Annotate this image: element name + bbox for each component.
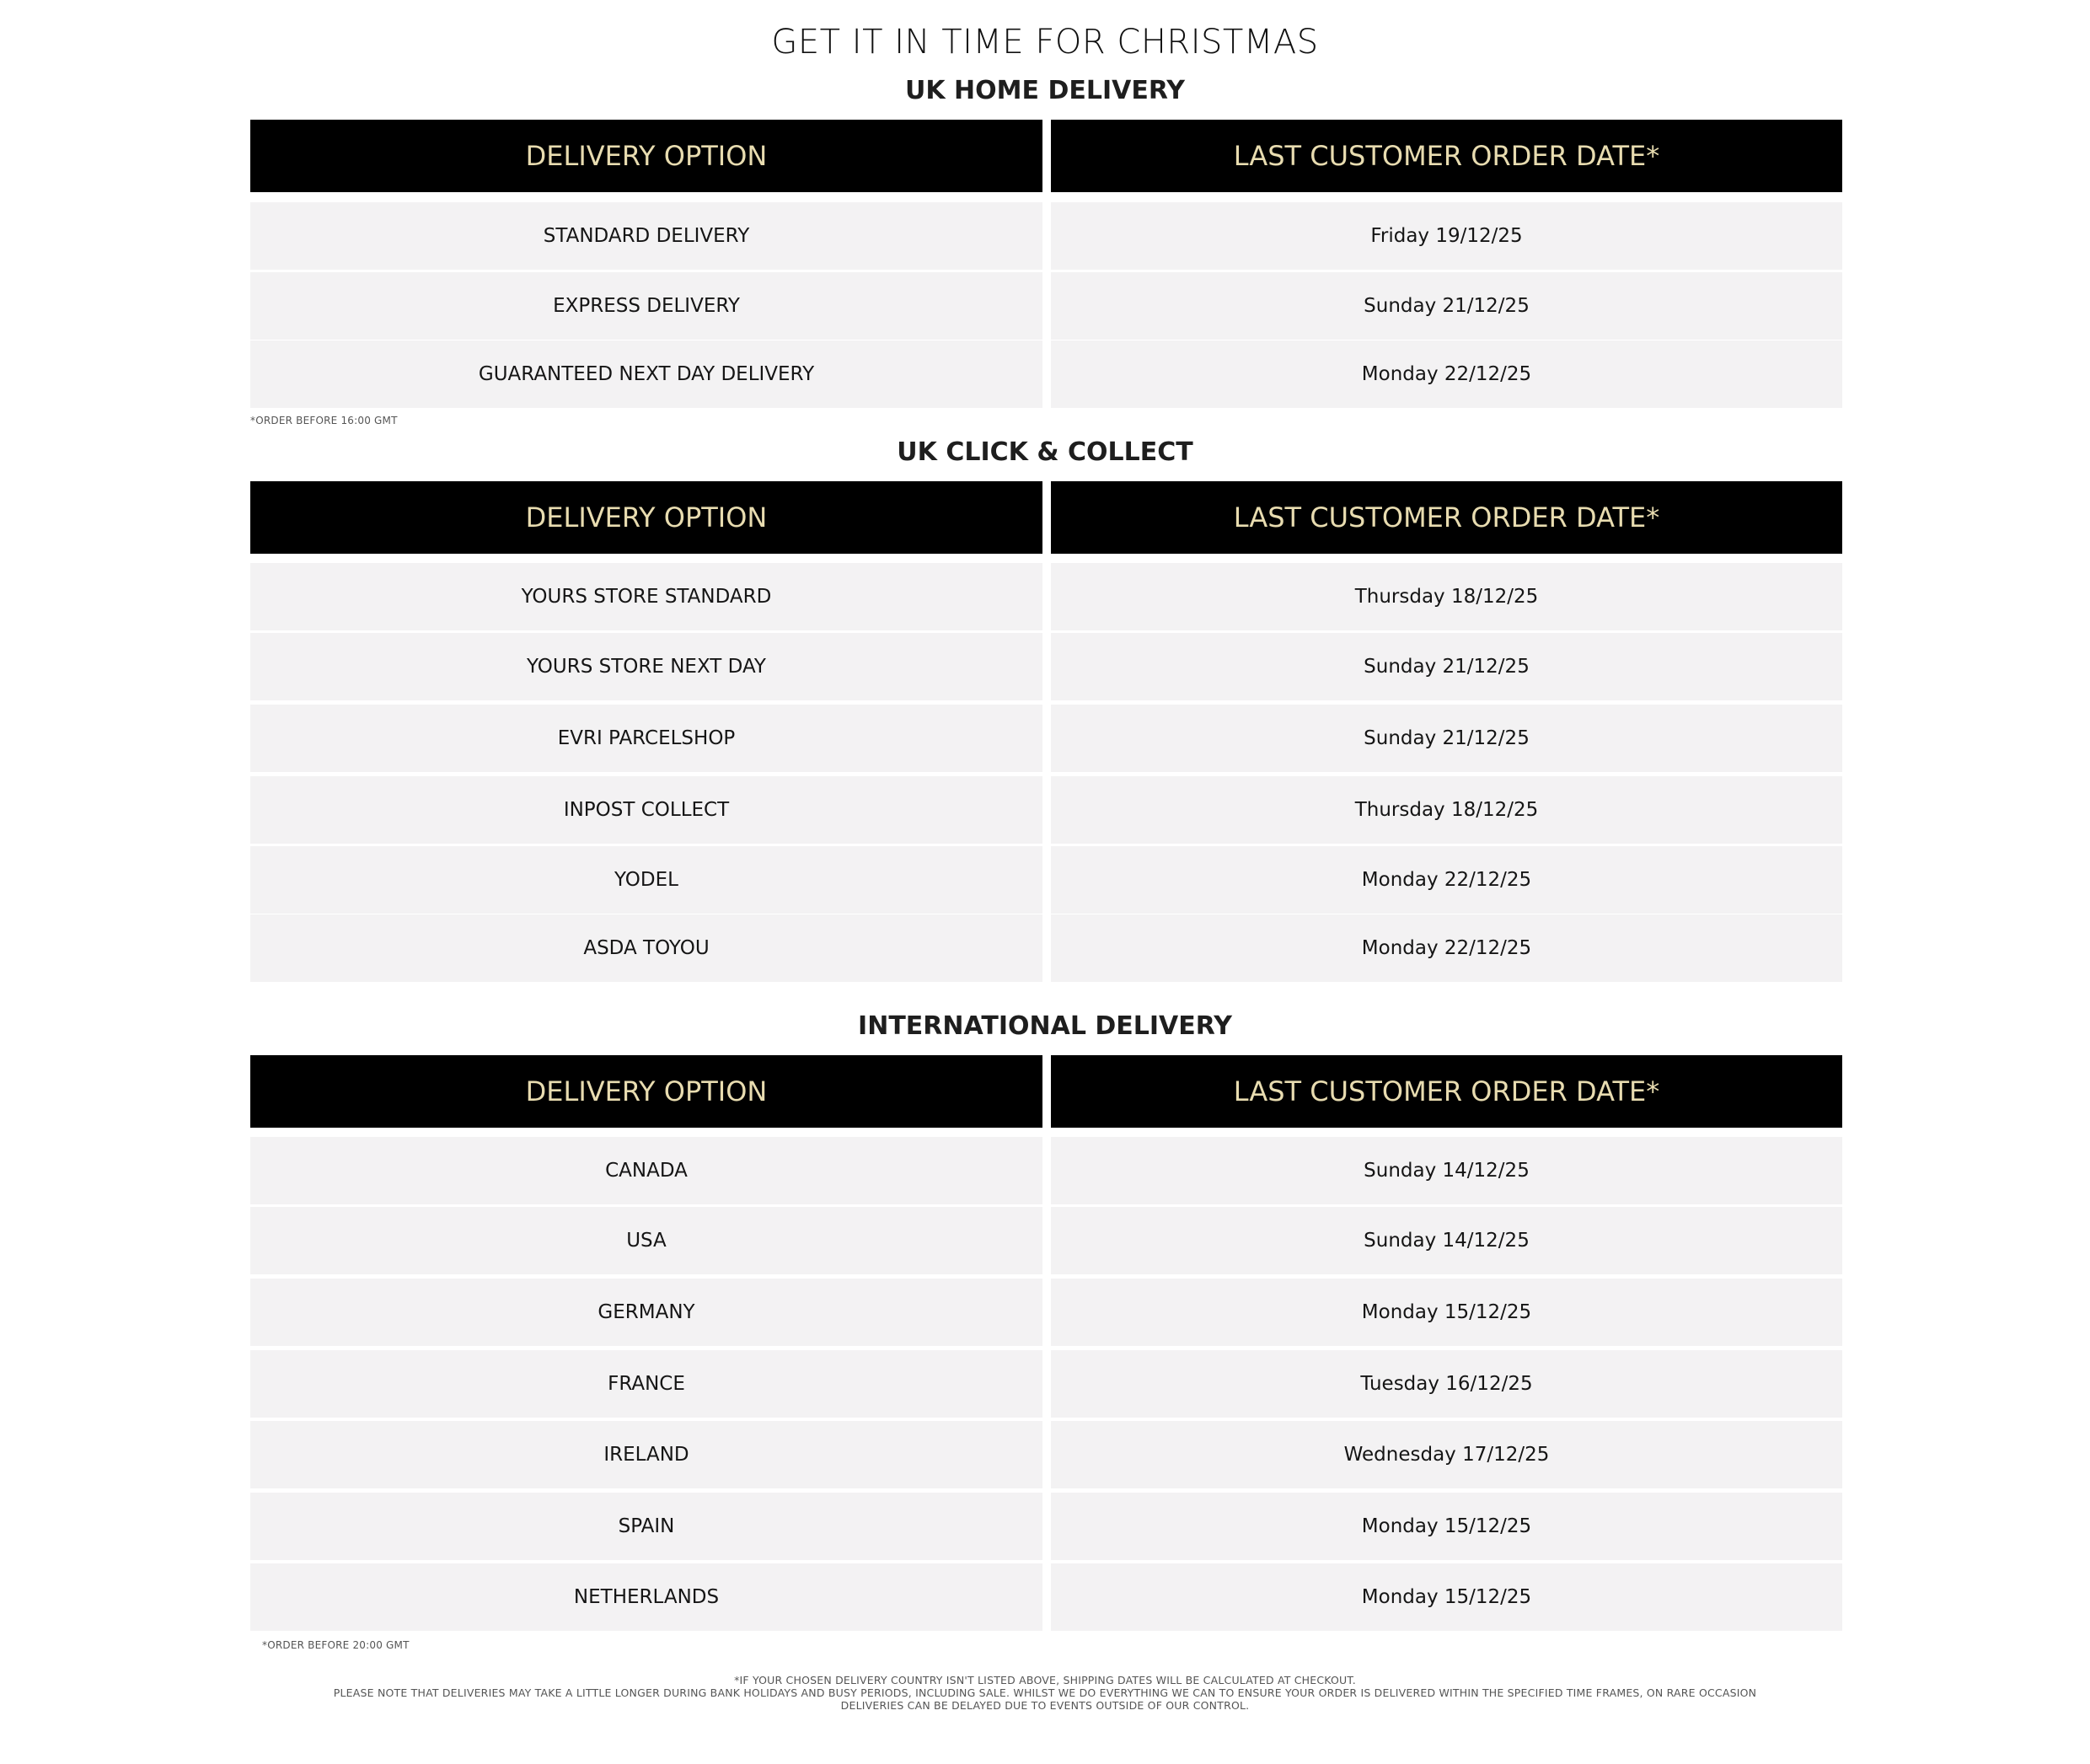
table-row [250,272,1842,340]
order-date-cell: Monday 15/12/25 [1051,1563,1842,1631]
table-row [250,1350,1842,1418]
table-row [250,340,1842,408]
table-row [250,1279,1842,1346]
order-date-cell: Sunday 21/12/25 [1051,272,1842,340]
delivery-option-cell: GERMANY [250,1279,1042,1346]
footer-line-2: PLEASE NOTE THAT DELIVERIES MAY TAKE A LITTLE LONGER DURING BANK HOLIDAYS AND BUSY PERIODS, INCLUDING SALE. WHILST WE DO EVERYTHING WE CAN TO ENSURE YOUR ORDER IS DELIVERED WITHIN THE SPECIFIED TIME FRAMES, ON RARE OCCASION DELIVERIES CAN BE DELAYED DUE TO EVENTS OUTSIDE OF OUR CONTROL. [333,1686,1757,1712]
header-delivery-option: DELIVERY OPTION [250,1055,1042,1128]
delivery-option-cell: IRELAND [250,1421,1042,1488]
table-row [250,705,1842,772]
order-date-cell: Monday 22/12/25 [1051,914,1842,982]
header-last-order-date: LAST CUSTOMER ORDER DATE* [1051,1055,1842,1128]
table-row [250,776,1842,844]
order-date-cell: Sunday 14/12/25 [1051,1137,1842,1204]
section-title: INTERNATIONAL DELIVERY [858,1011,1232,1041]
delivery-option-cell: YOURS STORE NEXT DAY [250,633,1042,700]
order-date-cell: Tuesday 16/12/25 [1051,1350,1842,1418]
order-date-cell: Sunday 21/12/25 [1051,633,1842,700]
table-row [250,846,1842,914]
order-date-cell: Friday 19/12/25 [1051,202,1842,270]
table-row [250,1137,1842,1204]
table-header [250,481,1842,554]
delivery-option-cell: ASDA TOYOU [250,914,1042,982]
table-row [250,1207,1842,1274]
delivery-option-cell: YODEL [250,846,1042,914]
table-header [250,120,1842,192]
table-row [250,1421,1842,1488]
table-row [250,1493,1842,1560]
table-row [250,633,1842,700]
order-date-cell: Sunday 21/12/25 [1051,705,1842,772]
order-date-cell: Thursday 18/12/25 [1051,563,1842,630]
order-date-cell: Wednesday 17/12/25 [1051,1421,1842,1488]
table-header [250,1055,1842,1128]
table-row [250,202,1842,270]
section-title: UK CLICK & COLLECT [897,437,1193,467]
delivery-option-cell: SPAIN [250,1493,1042,1560]
delivery-option-cell: GUARANTEED NEXT DAY DELIVERY [250,340,1042,408]
order-date-cell: Sunday 14/12/25 [1051,1207,1842,1274]
order-cutoff-note: *ORDER BEFORE 20:00 GMT [262,1639,410,1651]
order-cutoff-note: *ORDER BEFORE 16:00 GMT [250,415,398,426]
footer-disclaimer [320,1674,1770,1712]
header-delivery-option: DELIVERY OPTION [250,120,1042,192]
table-row [250,914,1842,982]
order-date-cell: Monday 15/12/25 [1051,1279,1842,1346]
delivery-option-cell: NETHERLANDS [250,1563,1042,1631]
footer-line-1: *IF YOUR CHOSEN DELIVERY COUNTRY ISN'T LISTED ABOVE, SHIPPING DATES WILL BE CALCULATED AT CHECKOUT. [734,1674,1356,1686]
delivery-option-cell: INPOST COLLECT [250,776,1042,844]
header-last-order-date: LAST CUSTOMER ORDER DATE* [1051,481,1842,554]
delivery-option-cell: STANDARD DELIVERY [250,202,1042,270]
delivery-option-cell: EXPRESS DELIVERY [250,272,1042,340]
delivery-option-cell: FRANCE [250,1350,1042,1418]
header-last-order-date: LAST CUSTOMER ORDER DATE* [1051,120,1842,192]
table-row [250,1563,1842,1631]
delivery-option-cell: EVRI PARCELSHOP [250,705,1042,772]
delivery-option-cell: YOURS STORE STANDARD [250,563,1042,630]
order-date-cell: Monday 22/12/25 [1051,340,1842,408]
delivery-option-cell: USA [250,1207,1042,1274]
order-date-cell: Monday 15/12/25 [1051,1493,1842,1560]
header-delivery-option: DELIVERY OPTION [250,481,1042,554]
table-row [250,563,1842,630]
order-date-cell: Thursday 18/12/25 [1051,776,1842,844]
section-title: UK HOME DELIVERY [904,76,1186,105]
page-title: GET IT IN TIME FOR CHRISTMAS [771,23,1319,62]
order-date-cell: Monday 22/12/25 [1051,846,1842,914]
delivery-option-cell: CANADA [250,1137,1042,1204]
